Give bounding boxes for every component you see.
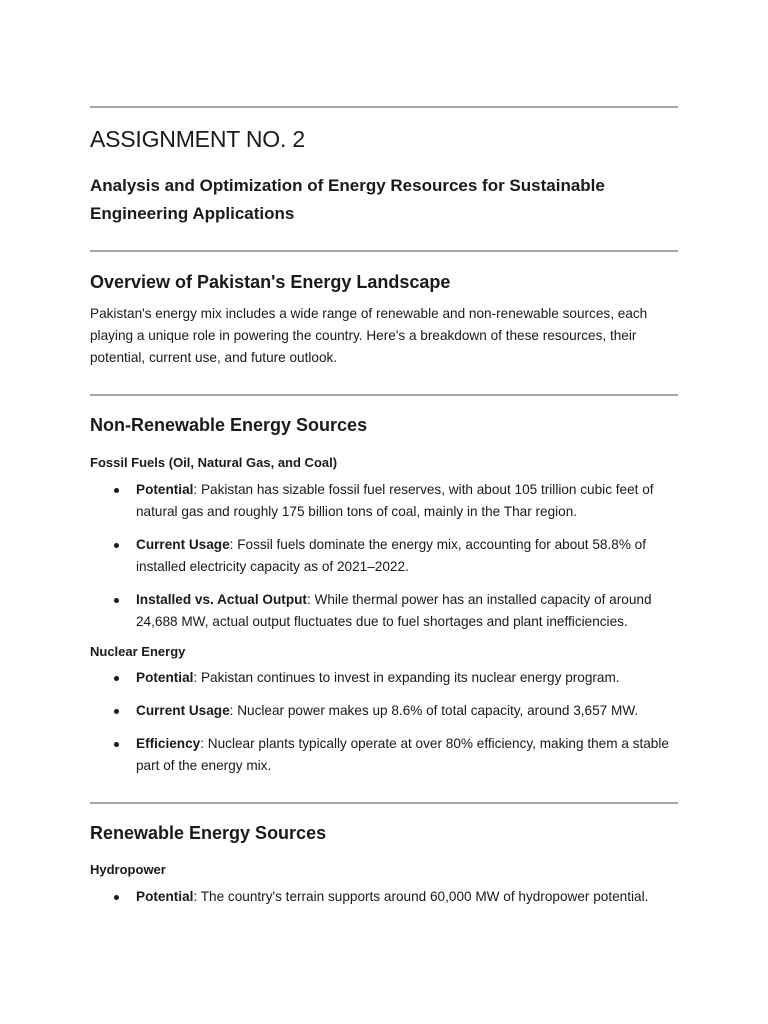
item-label: Potential xyxy=(136,889,194,904)
bullet-icon xyxy=(114,598,119,603)
overview-heading: Overview of Pakistan's Energy Landscape xyxy=(90,272,451,292)
bullet-icon xyxy=(114,676,119,681)
assignment-subtitle: Analysis and Optimization of Energy Resources for Sustainable Engineering Applications xyxy=(90,176,605,223)
item-text: : Nuclear plants typically operate at over 80% efficiency, making them a stable part of the energy mix. xyxy=(136,736,669,773)
assignment-title: ASSIGNMENT NO. 2 xyxy=(90,126,305,152)
list-item xyxy=(90,886,678,908)
non-renewable-heading: Non-Renewable Energy Sources xyxy=(90,415,368,435)
list-item xyxy=(90,479,678,523)
item-label: Potential xyxy=(136,482,194,497)
overview-paragraph: Pakistan's energy mix includes a wide range of renewable and non-renewable sources, each playing a unique role in powering the country. Here's a breakdown of these resources, their potential, current use, and future outlook. xyxy=(90,306,648,365)
hydropower-heading: Hydropower xyxy=(90,862,166,877)
item-text: : Fossil fuels dominate the energy mix, accounting for about 58.8% of installed electricity capacity as of 2021–2022. xyxy=(136,537,647,574)
horizontal-rule xyxy=(90,394,678,396)
list-item xyxy=(90,733,678,777)
bullet-icon xyxy=(114,895,119,900)
item-text: : Nuclear power makes up 8.6% of total capacity, around 3,657 MW. xyxy=(229,703,639,718)
bullet-icon xyxy=(114,742,119,747)
horizontal-rule xyxy=(90,106,678,108)
item-text: : While thermal power has an installed capacity of around 24,688 MW, actual output fluctuates due to fuel shortages and plant inefficiencies. xyxy=(136,592,652,629)
nuclear-energy-heading: Nuclear Energy xyxy=(90,644,186,659)
bullet-icon xyxy=(114,543,119,548)
item-text: : Pakistan continues to invest in expanding its nuclear energy program. xyxy=(193,670,620,685)
horizontal-rule xyxy=(90,250,678,252)
item-label: Current Usage xyxy=(136,537,230,552)
renewable-heading: Renewable Energy Sources xyxy=(90,823,327,843)
bullet-icon xyxy=(114,488,119,493)
horizontal-rule xyxy=(90,802,678,804)
list-item xyxy=(90,700,678,722)
item-label: Current Usage xyxy=(136,703,230,718)
nuclear-energy-list xyxy=(90,667,678,777)
bullet-icon xyxy=(114,709,119,714)
item-label: Installed vs. Actual Output xyxy=(136,592,307,607)
list-item xyxy=(90,534,678,578)
fossil-fuels-heading: Fossil Fuels (Oil, Natural Gas, and Coal) xyxy=(90,455,338,470)
list-item xyxy=(90,589,678,633)
list-item xyxy=(90,667,678,689)
item-text: : Pakistan has sizable fossil fuel reserves, with about 105 trillion cubic feet of natural gas and roughly 175 billion tons of coal, mainly in the Thar region. xyxy=(136,482,654,519)
fossil-fuels-list xyxy=(90,479,678,633)
item-label: Efficiency xyxy=(136,736,201,751)
item-label: Potential xyxy=(136,670,194,685)
hydropower-list xyxy=(90,886,678,908)
item-text: : The country's terrain supports around 60,000 MW of hydropower potential. xyxy=(193,889,649,904)
